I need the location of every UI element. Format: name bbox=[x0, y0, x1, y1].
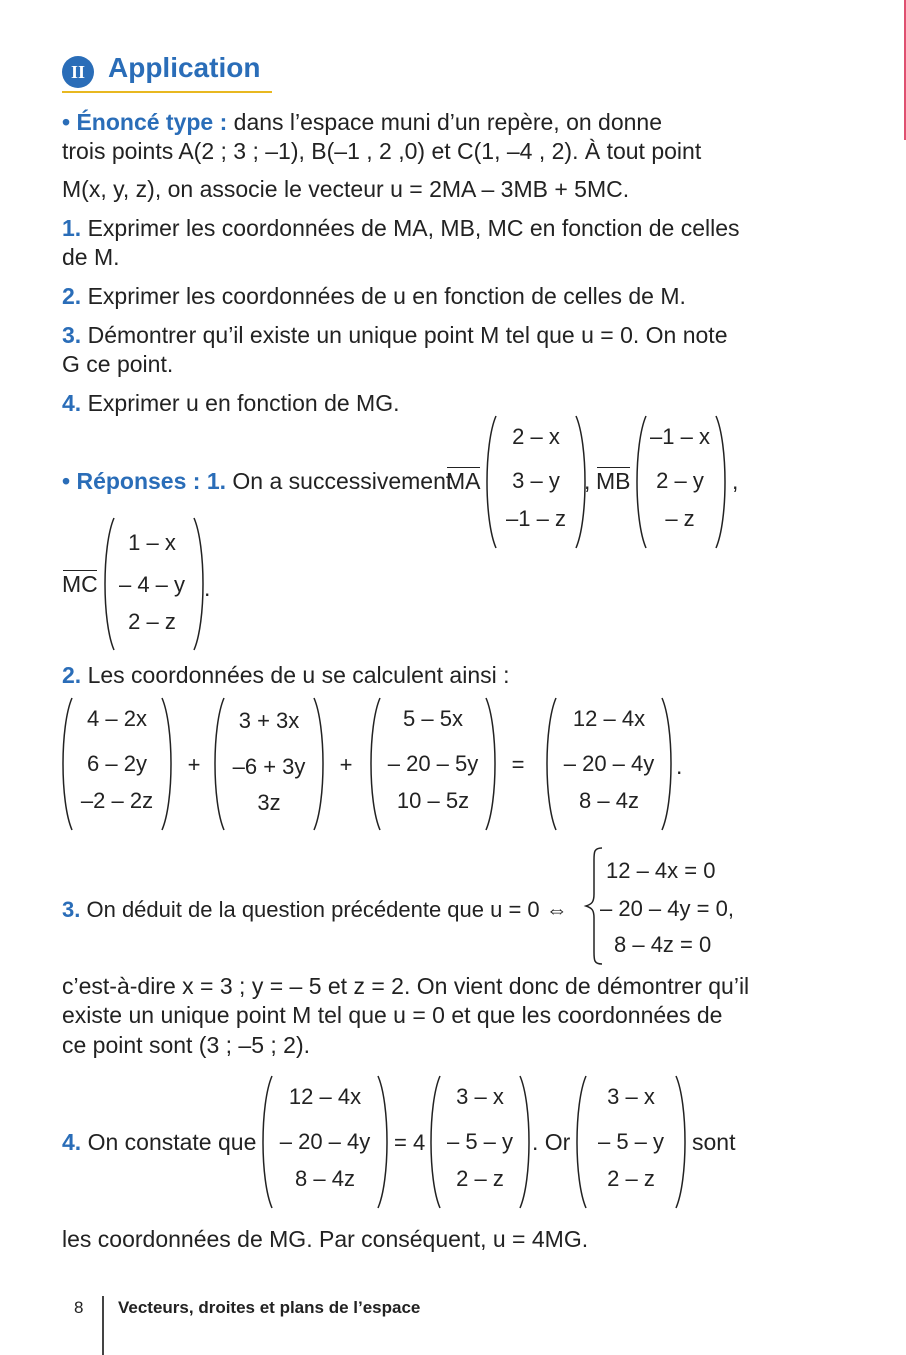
mb-x: –1 – x bbox=[650, 424, 710, 449]
statement-text-3a: M(x, y, z), on associe le vecteur bbox=[62, 176, 384, 202]
a4-m1-z: 8 – 4z bbox=[295, 1166, 355, 1191]
answer-2-text: Les coordonnées de u se calculent ainsi : bbox=[87, 662, 510, 688]
system-eq-2: – 20 – 4y = 0, bbox=[600, 896, 734, 921]
question-3-number: 3. bbox=[62, 322, 82, 348]
question-1-text: Exprimer les coordonnées de MA, MB, MC en fonction de celles bbox=[87, 215, 740, 241]
title-underline bbox=[62, 91, 272, 93]
answers-bullet: • bbox=[62, 468, 71, 494]
ma-y: 3 – y bbox=[512, 468, 560, 493]
a4-equals-four: = 4 bbox=[394, 1130, 426, 1155]
question-4-text: Exprimer u en fonction de MG. bbox=[87, 390, 400, 416]
footer-rule bbox=[102, 1296, 104, 1355]
question-4-number: 4. bbox=[62, 390, 82, 416]
sum-result-z: 8 – 4z bbox=[579, 788, 639, 813]
answer-3-line-2: c’est-à-dire x = 3 ; y = – 5 et z = 2. On vient donc de démontrer qu’il bbox=[62, 973, 750, 999]
a4-m1-y: – 20 – 4y bbox=[279, 1129, 371, 1154]
mc-z: 2 – z bbox=[128, 609, 176, 634]
sum-m1-z: –2 – 2z bbox=[80, 788, 154, 813]
statement-vector-formula: u = 2MA – 3MB + 5MC. bbox=[390, 176, 630, 202]
vector-mc-label: MC bbox=[62, 571, 98, 597]
bullet: • bbox=[62, 109, 71, 135]
ma-x: 2 – x bbox=[512, 424, 560, 449]
vector-ma-label: MA bbox=[446, 468, 481, 494]
sum-m2-z: 3z bbox=[257, 790, 281, 815]
statement-text-1: dans l’espace muni d’un repère, on donne bbox=[233, 109, 663, 135]
mb-y: 2 – y bbox=[656, 468, 704, 493]
a4-or: . Or bbox=[532, 1129, 571, 1155]
answer-3-number: 3. bbox=[62, 897, 81, 922]
sum-m1-y: 6 – 2y bbox=[87, 751, 147, 776]
a4-m3-x: 3 – x bbox=[607, 1084, 655, 1109]
a4-m2-x: 3 – x bbox=[456, 1084, 504, 1109]
equals-1: = bbox=[511, 752, 525, 777]
answer-4-conclusion: les coordonnées de MG. Par conséquent, u = 4MG. bbox=[62, 1226, 589, 1252]
answer-4-number: 4. bbox=[62, 1129, 82, 1155]
a4-m1-x: 12 – 4x bbox=[288, 1084, 362, 1109]
sum-m3-z: 10 – 5z bbox=[396, 788, 470, 813]
question-1 bbox=[62, 214, 740, 243]
question-2-number: 2. bbox=[62, 283, 82, 309]
footer-chapter-title: Vecteurs, droites et plans de l’espace bbox=[118, 1298, 421, 1317]
mc-x: 1 – x bbox=[128, 530, 176, 555]
mb-z: – z bbox=[665, 506, 695, 531]
sum-m2-y: –6 + 3y bbox=[232, 754, 306, 779]
question-3-line-2: G ce point. bbox=[62, 351, 174, 377]
section-number-badge: II bbox=[62, 56, 94, 88]
mc-y: – 4 – y bbox=[118, 572, 186, 597]
sum-m2-x: 3 + 3x bbox=[238, 708, 300, 733]
page-number: 8 bbox=[74, 1298, 84, 1317]
question-2-text: Exprimer les coordonnées de u en fonction de celles de M. bbox=[87, 283, 686, 309]
a4-sont: sont bbox=[692, 1129, 736, 1155]
answer-4 bbox=[62, 1128, 256, 1157]
sum-m1-x: 4 – 2x bbox=[87, 706, 147, 731]
question-1-line-2: de M. bbox=[62, 244, 120, 270]
statement-line-2: trois points A(2 ; 3 ; –1), B(–1 , 2 ,0) et C(1, –4 , 2). À tout point bbox=[62, 138, 702, 164]
question-4 bbox=[62, 389, 400, 418]
answer-3-line-4: ce point sont (3 ; –5 ; 2). bbox=[62, 1032, 311, 1058]
answer-1-number: 1. bbox=[206, 468, 227, 494]
question-1-number: 1. bbox=[62, 215, 82, 241]
answer-1-text: On a successivement bbox=[232, 468, 453, 494]
a4-m3-z: 2 – z bbox=[607, 1166, 655, 1191]
sum-result-y: – 20 – 4y bbox=[563, 751, 655, 776]
statement-line-1 bbox=[62, 108, 662, 137]
question-3-text: Démontrer qu’il existe un unique point M tel que u = 0. On note bbox=[87, 322, 728, 348]
statement-line-3 bbox=[62, 175, 629, 204]
question-3 bbox=[62, 321, 728, 350]
a4-m2-y: – 5 – y bbox=[446, 1129, 514, 1154]
period-2: . bbox=[676, 753, 683, 779]
plus-1: + bbox=[187, 752, 201, 777]
answers-intro bbox=[62, 467, 452, 496]
answer-3 bbox=[62, 895, 568, 924]
system-eq-1: 12 – 4x = 0 bbox=[606, 858, 716, 883]
statement-label: Énoncé type : bbox=[76, 109, 228, 135]
answer-4-text: On constate que bbox=[87, 1129, 257, 1155]
answer-2 bbox=[62, 661, 510, 690]
sum-m3-x: 5 – 5x bbox=[403, 706, 463, 731]
a4-m3-y: – 5 – y bbox=[597, 1129, 665, 1154]
plus-2: + bbox=[339, 752, 353, 777]
answers-label: Réponses : bbox=[76, 468, 201, 494]
answer-2-number: 2. bbox=[62, 662, 82, 688]
question-2 bbox=[62, 282, 686, 311]
ma-z: –1 – z bbox=[506, 506, 566, 531]
system-eq-3: 8 – 4z = 0 bbox=[614, 932, 712, 957]
comma-2: , bbox=[732, 468, 739, 494]
period-1: . bbox=[204, 575, 211, 601]
sum-result-x: 12 – 4x bbox=[572, 706, 646, 731]
answer-3-line-3: existe un unique point M tel que u = 0 et que les coordonnées de bbox=[62, 1002, 723, 1028]
a4-m2-z: 2 – z bbox=[456, 1166, 504, 1191]
section-title: Application bbox=[108, 52, 261, 83]
answer-3-text: On déduit de la question précédente que u = 0 ⇔ bbox=[86, 897, 568, 922]
vector-mb-label: MB bbox=[596, 468, 631, 494]
sum-m3-y: – 20 – 5y bbox=[387, 751, 479, 776]
comma-1: , bbox=[584, 468, 591, 494]
